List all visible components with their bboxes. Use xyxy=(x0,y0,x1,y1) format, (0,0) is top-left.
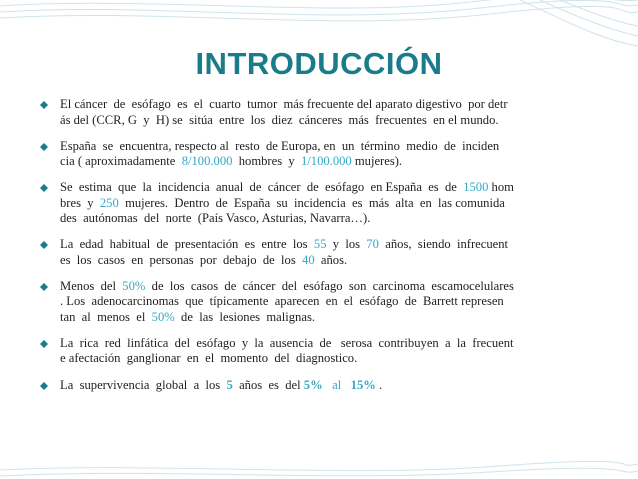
text-segment: de los casos de cáncer del esófago son carcinoma escamocelulares xyxy=(145,278,514,293)
diamond-bullet-icon xyxy=(40,241,48,249)
highlighted-value: 5 xyxy=(226,377,233,392)
page-title: INTRODUCCIÓN xyxy=(195,46,443,81)
text-segment: Se estima que la incidencia anual de cáncer de esófago en España es de xyxy=(60,180,464,195)
text-segment: hom xyxy=(488,180,514,195)
highlighted-value: 1500 xyxy=(463,180,489,195)
highlighted-value: 15% xyxy=(350,377,376,392)
bullet-text-line xyxy=(60,336,610,352)
highlighted-value: 1/100.000 xyxy=(300,154,352,169)
highlighted-value: 55 xyxy=(313,237,327,252)
text-segment xyxy=(323,378,332,392)
bullet-text-line xyxy=(60,279,610,295)
text-segment: años. xyxy=(314,252,348,267)
text-segment: tan al menos el xyxy=(60,309,152,324)
diamond-bullet-icon xyxy=(40,101,48,109)
highlighted-value: 70 xyxy=(366,237,379,252)
text-segment: y los xyxy=(326,237,367,252)
text-segment: . xyxy=(375,377,383,392)
bullet-text-line xyxy=(60,378,610,394)
text-segment: des autónomas del norte (País Vasco, Asturias, Navarra…). xyxy=(60,211,371,226)
bullet-text-line xyxy=(60,253,610,269)
bullet-item xyxy=(40,336,610,367)
text-segment: ás del (CCR, G y H) se sitúa entre los diez cánceres más frecuentes en el mundo. xyxy=(60,112,499,127)
highlighted-value: 50% xyxy=(151,309,175,324)
text-segment: años es del xyxy=(232,377,304,392)
bullet-text-line xyxy=(60,154,610,170)
text-segment: El cáncer de esófago es el cuarto tumor más frecuente del aparato digestivo por detr xyxy=(60,97,508,111)
text-segment: La rica red linfática del esófago y la ausencia de serosa contribuyen a la frecuent xyxy=(60,335,514,350)
highlighted-value: 8/100.000 xyxy=(181,154,233,169)
text-segment: bres y xyxy=(60,195,100,210)
bullet-text-line xyxy=(60,237,610,253)
highlighted-value: 5% xyxy=(303,377,323,392)
text-segment: e afectación ganglionar en el momento del diagnostico. xyxy=(60,351,358,366)
highlighted-value: 250 xyxy=(99,195,119,210)
bullet-text-line xyxy=(60,97,610,113)
diamond-bullet-icon xyxy=(40,283,48,291)
text-segment: años, siendo infrecuent xyxy=(378,237,509,252)
text-segment xyxy=(341,378,350,392)
diamond-bullet-icon xyxy=(40,184,48,192)
highlighted-value: 40 xyxy=(302,252,315,267)
bullet-item xyxy=(40,97,610,128)
text-segment: La supervivencia global a los xyxy=(60,377,227,392)
bullet-item xyxy=(40,279,610,326)
bullet-text-line xyxy=(60,310,610,326)
text-segment: cia ( aproximadamente xyxy=(60,154,182,169)
bullet-list xyxy=(40,97,610,404)
diamond-bullet-icon xyxy=(40,340,48,348)
bullet-text-line xyxy=(60,294,610,310)
text-segment: mujeres). xyxy=(351,154,403,169)
bullet-text-line xyxy=(60,113,610,129)
text-segment: hombres y xyxy=(232,154,301,169)
highlighted-value: 50% xyxy=(122,278,146,293)
text-segment: España se encuentra, respecto al resto de Europa, en un término medio de inciden xyxy=(60,138,500,153)
diamond-bullet-icon xyxy=(40,382,48,390)
bullet-text-line xyxy=(60,211,610,227)
highlighted-value: al xyxy=(332,377,342,392)
text-segment: mujeres. Dentro de España su incidencia es más alta en las comunida xyxy=(118,195,505,210)
text-segment: Menos del xyxy=(60,278,123,293)
text-segment: La edad habitual de presentación es entre los xyxy=(60,237,314,252)
bullet-item xyxy=(40,237,610,268)
bullet-text-line xyxy=(60,351,610,367)
bullet-item xyxy=(40,378,610,394)
bullet-item xyxy=(40,180,610,227)
bullet-item xyxy=(40,139,610,170)
text-segment: de las lesiones malignas. xyxy=(174,309,315,324)
diamond-bullet-icon xyxy=(40,143,48,151)
bullet-text-line xyxy=(60,139,610,155)
bullet-text-line xyxy=(60,196,610,212)
bullet-text-line xyxy=(60,180,610,196)
text-segment: . Los adenocarcinomas que típicamente aparecen en el esófago de Barrett represen xyxy=(60,294,504,309)
text-segment: es los casos en personas por debajo de los xyxy=(60,252,303,267)
